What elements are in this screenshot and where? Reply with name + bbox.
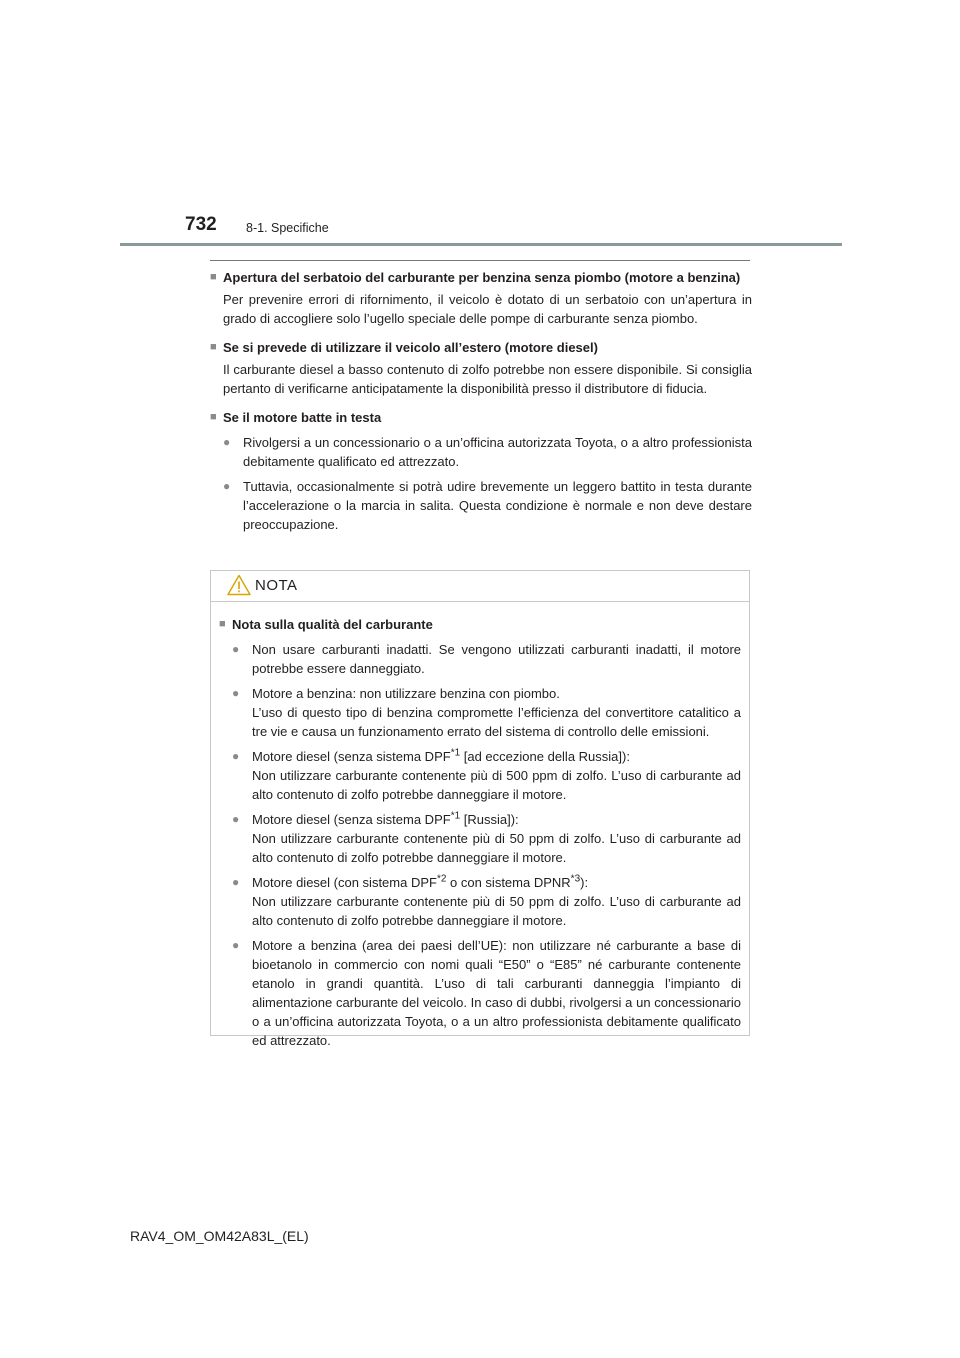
nota-box <box>210 570 750 1048</box>
section-title: 8-1. Specifiche <box>246 221 329 235</box>
nota-heading: ■ Nota sulla qualità del carburante <box>219 617 433 632</box>
circle-bullet-icon: ● <box>232 642 240 656</box>
list-item: ● Motore diesel (senza sistema DPF$^{*1}$ [Russia]): Non utilizzare carburante contenente più di 50 ppm di zolfo. L’uso di carburante ad alto contenuto di zolfo potrebbe danneggiare il motore. <box>232 810 741 865</box>
section-paragraph: Il carburante diesel a basso contenuto di zolfo potrebbe non essere disponibile. Si consiglia pertanto di verificarne anticipatamente la disponibilità presso il distributore di fiducia. <box>223 362 752 396</box>
circle-bullet-icon: ● <box>232 812 240 826</box>
nota-body <box>211 602 749 1050</box>
section-heading: ■ Se si prevede di utilizzare il veicolo all’estero (motore diesel) <box>210 340 598 355</box>
square-bullet-icon: ■ <box>210 341 217 353</box>
circle-bullet-icon: ● <box>223 479 231 493</box>
nota-header <box>211 571 749 602</box>
circle-bullet-icon: ● <box>232 938 240 952</box>
circle-bullet-icon: ● <box>232 749 240 763</box>
section-heading: ■ Se il motore batte in testa <box>210 410 382 425</box>
square-bullet-icon: ■ <box>210 411 217 423</box>
footer-code: RAV4_OM_OM42A83L_(EL) <box>130 1228 309 1244</box>
header-rule <box>120 243 842 246</box>
list-item: ● Motore diesel (senza sistema DPF$^{*1}$ [ad eccezione della Russia]): Non utilizzare carburante contenente più di 500 ppm di zolfo. L’uso di carburante ad alto contenuto di zolfo potrebbe danneggiare il motore. <box>232 747 741 802</box>
section-heading: ■ Apertura del serbatoio del carburante per benzina senza piombo (motore a benzina) <box>210 270 741 285</box>
circle-bullet-icon: ● <box>232 686 240 700</box>
list-item: ● Motore a benzina: non utilizzare benzina con piombo. L’uso di questo tipo di benzina compromette l’efficienza del convertitore catalitico a tre vie e causa un funzionamento errato del sistema di controllo delle emissioni. <box>232 686 741 739</box>
square-bullet-icon: ■ <box>219 618 226 630</box>
list-item: ● Motore a benzina (area dei paesi dell’UE): non utilizzare né carburante a base di bioetanolo in commercio con nomi quali “E50” o “E85” né carburante contenente etanolo in grandi quantità. L’uso di tali carburanti danneggia l’impianto di alimentazione carburante del veicolo. In caso di dubbi, rivolgersi a un concessionario o a un’officina autorizzata Toyota, o a un altro professionista debitamente qualificato ed attrezzato. <box>232 938 741 1048</box>
list-item: ● Tuttavia, occasionalmente si potrà udire brevemente un leggero battito in testa durante l’accelerazione o la marcia in salita. Questa condizione è normale e non deve destare preoccupazione. <box>223 479 752 532</box>
circle-bullet-icon: ● <box>223 435 231 449</box>
page-number: 732 <box>185 214 217 235</box>
square-bullet-icon: ■ <box>210 271 217 283</box>
list-item: ● Rivolgersi a un concessionario o a un’officina autorizzata Toyota, o a altro professionista debitamente qualificato ed attrezzato. <box>223 435 752 469</box>
section-paragraph: Per prevenire errori di rifornimento, il veicolo è dotato di un serbatoio con un’apertura in grado di accogliere solo l’ugello speciale delle pompe di carburante senza piombo. <box>223 292 752 326</box>
nota-title: NOTA <box>255 577 298 594</box>
circle-bullet-icon: ● <box>232 875 240 889</box>
thin-rule <box>210 260 750 261</box>
list-item: ● Motore diesel (con sistema DPF$^{*2}$ o con sistema DPNR$^{*3}$): Non utilizzare carburante contenente più di 50 ppm di zolfo. L’uso di carburante ad alto contenuto di zolfo potrebbe danneggiare il motore. <box>232 873 741 928</box>
list-item: ● Non usare carburanti inadatti. Se vengono utilizzati carburanti inadatti, il motore potrebbe essere danneggiato. <box>232 642 741 676</box>
warning-icon <box>227 574 251 596</box>
main-content <box>210 268 752 534</box>
